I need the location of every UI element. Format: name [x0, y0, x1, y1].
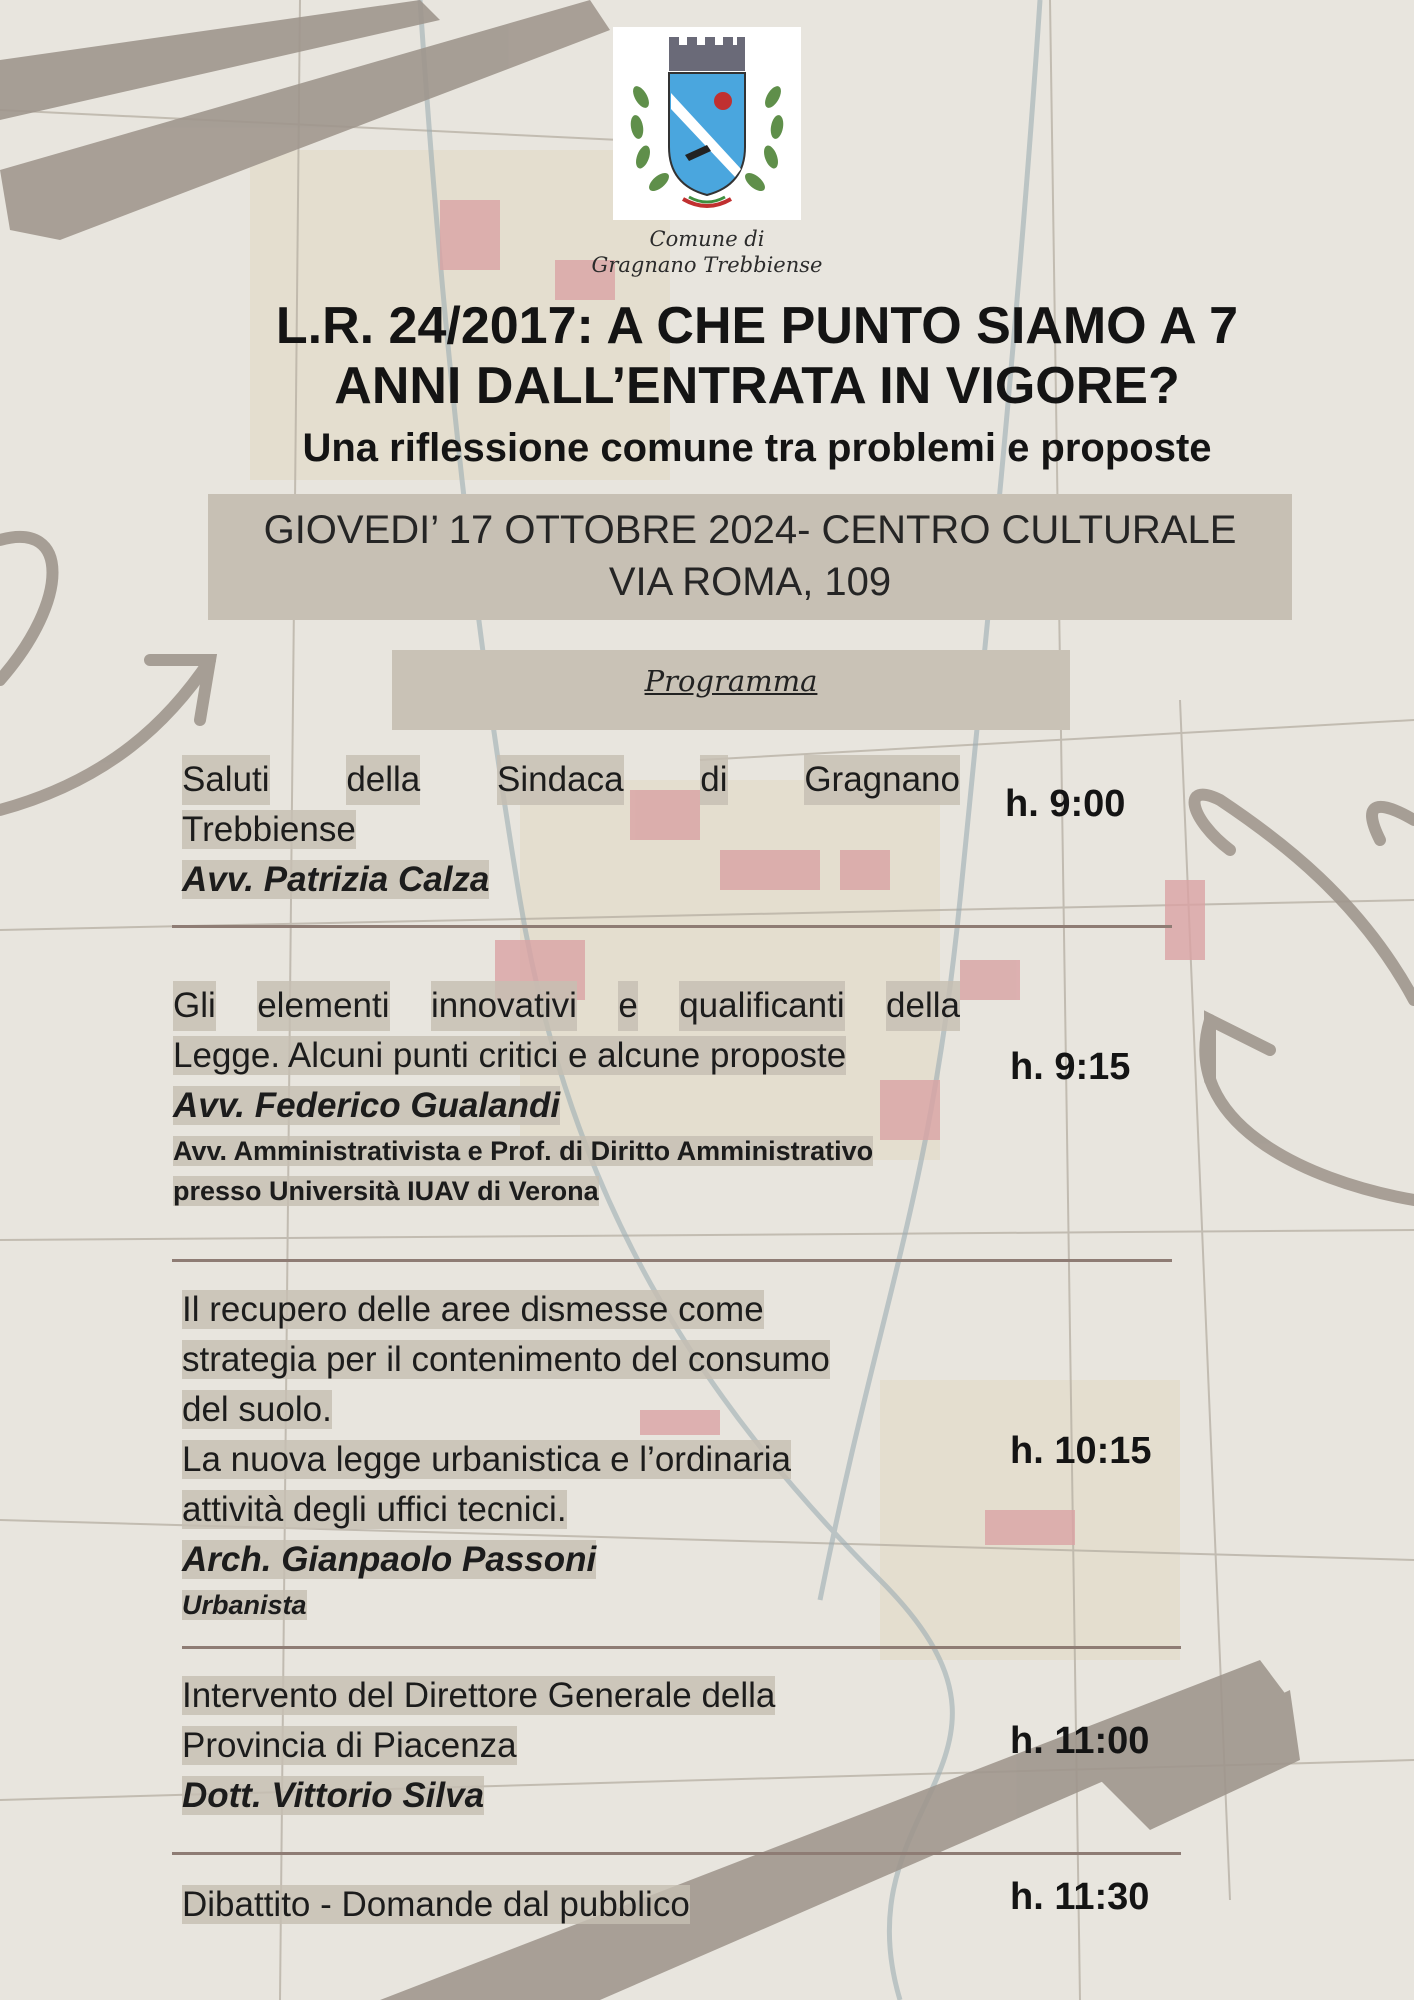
program-item: [182, 1880, 982, 1930]
speaker-name: Avv. Federico Gualandi: [173, 1086, 561, 1125]
separator-line: [172, 1852, 1181, 1855]
item-text-line: Saluti della Sindaca di Gragnano: [182, 755, 960, 805]
speaker-name: Arch. Gianpaolo Passoni: [182, 1540, 597, 1579]
item-text-line: Provincia di Piacenza: [182, 1726, 517, 1765]
speaker-role: Urbanista: [182, 1590, 307, 1620]
separator-line: [172, 1259, 1172, 1262]
coat-of-arms-logo: [613, 27, 801, 220]
program-item: [182, 1285, 982, 1625]
item-text-line: Dibattito - Domande dal pubblico: [182, 1885, 690, 1924]
municipality-name: Comune di Gragnano Trebbiense: [591, 227, 823, 277]
event-date-box: [208, 494, 1292, 620]
item-text-line: strategia per il contenimento del consumo: [182, 1340, 830, 1379]
item-text-line: del suolo.: [182, 1390, 332, 1429]
item-text-line: Intervento del Direttore Generale della: [182, 1676, 776, 1715]
item-text-line: Gli elementi innovativi e qualificanti della: [173, 981, 960, 1031]
item-text-line: Legge. Alcuni punti critici e alcune proposte: [173, 1036, 847, 1075]
page-title: L.R. 24/2017: A CHE PUNTO SIAMO A 7 ANNI DALL’ENTRATA IN VIGORE?: [275, 297, 1239, 415]
item-text-line: Trebbiense: [182, 810, 356, 849]
event-address: VIA ROMA, 109: [608, 560, 892, 604]
program-time: h. 9:00: [1005, 783, 1126, 825]
program-item: [173, 981, 960, 1211]
item-text-line: La nuova legge urbanistica e l’ordinaria: [182, 1440, 792, 1479]
program-item: [182, 1671, 982, 1821]
program-time: h. 11:30: [1010, 1876, 1150, 1918]
speaker-name: Dott. Vittorio Silva: [182, 1776, 485, 1815]
program-time: h. 11:00: [1010, 1720, 1150, 1762]
programma-heading: Programma: [644, 664, 818, 698]
program-time: h. 9:15: [1010, 1046, 1131, 1088]
event-date: GIOVEDI’ 17 OTTOBRE 2024- CENTRO CULTURALE: [263, 508, 1237, 552]
program-item: [182, 755, 960, 905]
program-time: h. 10:15: [1010, 1430, 1152, 1472]
separator-line: [172, 925, 1172, 928]
speaker-role: presso Università IUAV di Verona: [173, 1176, 599, 1206]
item-text-line: Il recupero delle aree dismesse come: [182, 1290, 764, 1329]
programma-heading-box: [392, 650, 1070, 730]
speaker-name: Avv. Patrizia Calza: [182, 860, 490, 899]
speaker-role: Avv. Amministrativista e Prof. di Diritto Amministrativo: [173, 1136, 874, 1166]
item-text-line: attività degli uffici tecnici.: [182, 1490, 567, 1529]
separator-line: [182, 1646, 1181, 1649]
page-subtitle: Una riflessione comune tra problemi e proposte: [302, 426, 1212, 470]
